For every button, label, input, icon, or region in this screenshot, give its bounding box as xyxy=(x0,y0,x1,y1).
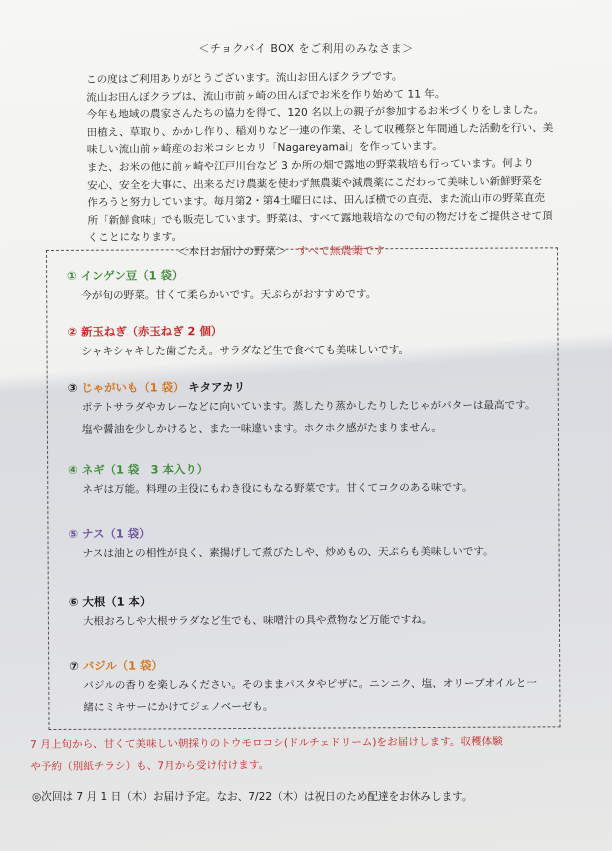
intro-line: 田植え、草取り、かかし作り、稲刈りなど一連の作業、そして収穫祭と年間通した活動を行い、美 xyxy=(86,121,554,139)
item-name: バジル（1 袋） xyxy=(82,658,163,673)
intro-line: 流山お田んぼクラブは、流山市前ヶ崎の田んぼでお米を作り始めて 11 年。 xyxy=(86,87,446,104)
item-desc: ナスは油との相性が良く、素揚げして煮びたしや、炒めもの、天ぷらも美味しいです。 xyxy=(82,545,494,560)
intro-line: また、お米の他に前ヶ崎や江戸川台など 3 か所の畑で露地の野菜栽培も行っています。何より xyxy=(86,157,535,174)
corn-notice xyxy=(30,730,570,778)
item-desc: 緒にミキサーにかけてジェノベーゼも。 xyxy=(83,700,274,714)
item-desc: ネギは万能。料理の主役にもわき役にもなる野菜です。甘くてコクのある味です。 xyxy=(82,481,473,496)
item-number: ③ xyxy=(67,380,78,395)
vegetable-item-eggplant xyxy=(68,522,548,565)
item-desc: 塩や醤油を少しかけると、また一味違います。ホクホク感がたまりません。 xyxy=(81,421,442,436)
item-desc: 今が旬の野菜。甘くて柔らかいです。天ぷらがおすすめです。 xyxy=(81,288,377,302)
item-name: ナス（1 袋） xyxy=(82,526,151,541)
vegetable-item-daikon xyxy=(69,590,549,633)
item-name: インゲン豆（1 袋） xyxy=(80,268,184,283)
notice-line: 7 月上旬から、甘くて美味しい朝採りのトウモロコシ(ドルチェドリーム)をお届けします。収穫体験 xyxy=(30,735,503,751)
vegetable-item-basil xyxy=(69,654,549,719)
item-number: ② xyxy=(67,324,78,339)
intro-line: この度はご利用ありがとうございます。流山お田んぼクラブです。 xyxy=(86,70,403,86)
item-number: ⑦ xyxy=(69,658,79,673)
item-desc: ポテトサラダやカレーなどに向いています。蒸したり蒸かしたりしたじゃがバターは最高です。 xyxy=(81,399,536,414)
intro-line: くことになります。 xyxy=(87,231,183,245)
box-heading xyxy=(177,242,385,259)
next-delivery: ◎次回は 7 月 1 日（木）お届け予定。なお、7/22（木）は祝日のため配達をお休みします。 xyxy=(32,791,473,803)
intro-line: 今年も地域の農家さんたちの協力を得て、120 名以上の親子が参加するお米づくりをしました。 xyxy=(86,104,545,122)
item-variety: キタアカリ xyxy=(188,379,246,395)
notice-line: や予約（別紙チラシ）も、7月から受け付けます。 xyxy=(30,759,270,773)
intro-line: 味しい流山前ヶ崎産のお米コシヒカリ「Nagareyamai」を作っています。 xyxy=(86,140,443,157)
intro-line: 所「新鮮食味」でも販売しています。野菜は、すべて露地栽培なので旬の物だけをご提供させて頂 xyxy=(87,209,553,227)
vegetable-box xyxy=(46,244,561,730)
box-heading-label: ＜本日お届けの野菜＞ xyxy=(176,244,288,259)
intro-text xyxy=(86,67,558,248)
flyer-title: ＜チョクバイ BOX をご利用のみなさま＞ xyxy=(198,42,414,55)
vegetable-item-green-beans xyxy=(67,264,547,307)
item-number: ⑥ xyxy=(68,594,79,609)
organic-note: すべて無農薬です xyxy=(296,244,385,258)
item-name: じゃがいも（1 袋） xyxy=(81,380,185,395)
item-desc: シャキシャキした歯ごたえ。サラダなど生で食べても美味しいです。 xyxy=(81,344,410,358)
item-number: ① xyxy=(67,268,77,283)
item-name: ネギ（1 袋 3 本入り） xyxy=(81,462,209,477)
item-name: 大根（1 本） xyxy=(82,594,152,609)
intro-line: 安心、安全を大事に、出来るだけ農薬を使わず無農薬や減農薬にこだわって美味しい新鮮野菜を xyxy=(87,174,543,192)
vegetable-item-potato xyxy=(68,376,548,441)
vegetable-item-onion xyxy=(67,320,547,363)
item-number: ⑤ xyxy=(68,526,79,541)
item-number: ④ xyxy=(68,462,78,477)
vegetable-item-leek xyxy=(68,458,548,501)
intro-line: 作ろうと努力しています。毎月第2・第4土曜日には、田んぼ横での直売、また流山市の野菜直売 xyxy=(87,192,545,210)
item-desc: 大根おろしや大根サラダなど生でも、味噌汁の具や煮物など万能ですね。 xyxy=(82,613,433,628)
item-desc: バジルの香りを楽しみください。そのままパスタやピザに。ニンニク、塩、オリーブオイルと一 xyxy=(83,677,537,692)
item-name: 新玉ねぎ（赤玉ねぎ 2 個） xyxy=(81,324,223,339)
